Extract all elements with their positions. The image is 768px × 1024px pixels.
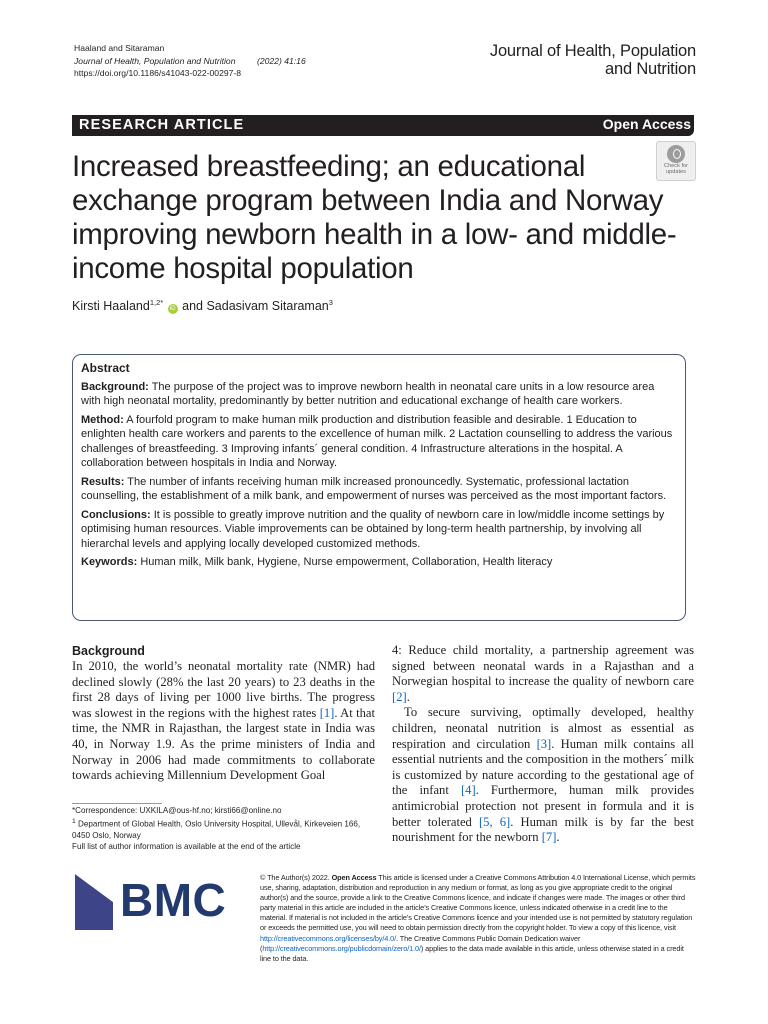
citation-link[interactable]: [5, 6]	[478, 814, 511, 829]
section-heading: Background	[72, 644, 145, 658]
footnote-divider	[72, 803, 162, 804]
citation-link[interactable]: [1]	[319, 705, 335, 720]
year-volume: (2022) 41:16	[256, 55, 306, 66]
bmc-logo: BMC	[120, 874, 227, 926]
orcid-icon[interactable]: iD	[168, 304, 178, 314]
abstract-background: Background: The purpose of the project was to improve newborn health in neonatal care units in a low resource area with high neonatal mortality, predominantly by better nutrition and educational exchange of health care workers.	[81, 380, 655, 407]
citation-link[interactable]: [4]	[460, 783, 476, 798]
article-title: Increased breastfeeding; an educational exchange program between India and Norway improving newborn health in a low- and middle-income hospital population	[72, 150, 677, 285]
abstract-keywords: Keywords: Human milk, Milk bank, Hygiene, Nurse empowerment, Collaboration, Health literacy	[81, 556, 553, 568]
citation-block	[74, 42, 306, 80]
public-domain-link[interactable]: http://creativecommons.org/publicdomain/zero/1.0/	[262, 943, 421, 953]
abstract-results: Results: The number of infants receiving human milk increased pronouncedly. Systematic, professional lactation counselling, the establishment of a milk bank, and empowerment of nurses was perceived as the most important factors.	[81, 475, 667, 502]
abstract-method: Method: A fourfold program to make human milk production and distribution feasible and desirable. 1 Education to enlighten health care workers and parents to the excellence of human milk. 2 Lactation counselling to address the various challenges of breastfeeding. 3 Improving infants´ general condition. 4 Infrastructure alterations in the hospital. A collaboration between hospitals in India and Norway.	[81, 413, 673, 469]
footnotes	[72, 805, 372, 852]
body-paragraph: 4: Reduce child mortality, a partnership agreement was signed between neonatal wards in a Rajasthan and a Norwegian hospital to increase the quality of newborn care [2].	[392, 643, 694, 704]
affiliation-note: $^1$ Department of Global Health, Oslo University Hospital, Ullevål, Kirkeveien 166, 0450 Oslo, Norway	[72, 818, 361, 840]
check-for-updates-button[interactable]: Check for updates	[656, 141, 696, 181]
journal-citation: Journal of Health, Population and Nutrition	[74, 55, 236, 66]
abstract-heading: Abstract	[81, 361, 130, 375]
doi-link[interactable]: https://doi.org/10.1186/s41043-022-00297-8	[74, 68, 242, 78]
author-name[interactable]: Kirsti Haaland	[72, 299, 150, 314]
update-icon	[667, 145, 685, 163]
license-link[interactable]: http://creativecommons.org/licenses/by/4.0/	[260, 933, 397, 943]
citation-link[interactable]: [7]	[541, 830, 557, 845]
author-list: Kirsti Haaland$^{1,2*}$ iD and Sadasivam Sitaraman$^3$	[72, 298, 333, 314]
author-name: and Sadasivam Sitaraman	[178, 299, 329, 314]
bmc-logo-icon	[75, 874, 113, 930]
body-column-left	[72, 644, 375, 784]
journal-name: Journal of Health, Population and Nutrition	[489, 42, 696, 78]
running-authors: Haaland and Sitaraman	[74, 43, 165, 53]
license-text: © The Author(s) 2022. Open Access This article is licensed under a Creative Commons Attribution 4.0 International License, which permits use, sharing, adaptation, distribution and reproduction in any medium or format, as long as you give appropriate credit to the original author(s) and the source, provide a link to the Creative Commons licence, and indicate if changes were made. The images or other third party material in this article are included in the article’s Creative Commons licence, unless indicated otherwise in a credit line to the material. If material is not included in the article’s Creative Commons licence and your intended use is not permitted by statutory regulation or exceeds the permitted use, you will need to obtain permission directly from the copyright holder. To view a copy of this licence, visit http://creativecommons.org/licenses/by/4.0/. The Creative Commons Public Domain Dedication waiver (http://creativecommons.org/publicdomain/zero/1.0/) applies to the data made available in this article, unless otherwise stated in a credit line to the data.	[260, 873, 696, 963]
article-type: RESEARCH ARTICLE	[79, 117, 245, 133]
body-paragraph: To secure surviving, optimally developed, healthy children, neonatal nutrition is almost as essential as respiration and circulation [3]. Human milk contains all essential nutrients and the composition in the mothers´ milk is customized by nature according to the gestational age of the infant [4]. Furthermore, human milk provides antimicrobial protection not present in formula and it is better tolerated [5, 6]. Human milk is by far the best nourishment for the newborn [7].	[392, 705, 694, 845]
citation-link[interactable]: [2]	[392, 689, 407, 704]
correspondence-note: *Correspondence: UXKILA@ous-hf.no; kirsti66@online.no	[72, 806, 282, 815]
author-info-note: Full list of author information is available at the end of the article	[72, 841, 301, 851]
body-column-right	[392, 643, 694, 846]
open-access-label: Open Access	[602, 116, 691, 132]
abstract-conclusions: Conclusions: It is possible to greatly improve nutrition and the quality of newborn care in low/middle income settings by optimising human resources. Viable improvements can be obtained by long-term health partnership, by involving all hierarchal levels and applying locally developed customized methods.	[81, 508, 665, 550]
body-paragraph: In 2010, the world’s neonatal mortality rate (NMR) had declined slowly (28% the last 20 years) to 23 deaths in the first 28 days of living per 1000 live births. The progress was slowest in the regions with the highest rates [1]. At that time, the NMR in Rajasthan, the largest state in India was 40, in Norway 1.9. As the prime ministers of India and Norway in 2006 had made commitments to collaborate towards achieving Millennium Development Goal	[72, 659, 376, 783]
citation-link[interactable]: [3]	[536, 736, 552, 751]
abstract-box	[72, 354, 686, 621]
